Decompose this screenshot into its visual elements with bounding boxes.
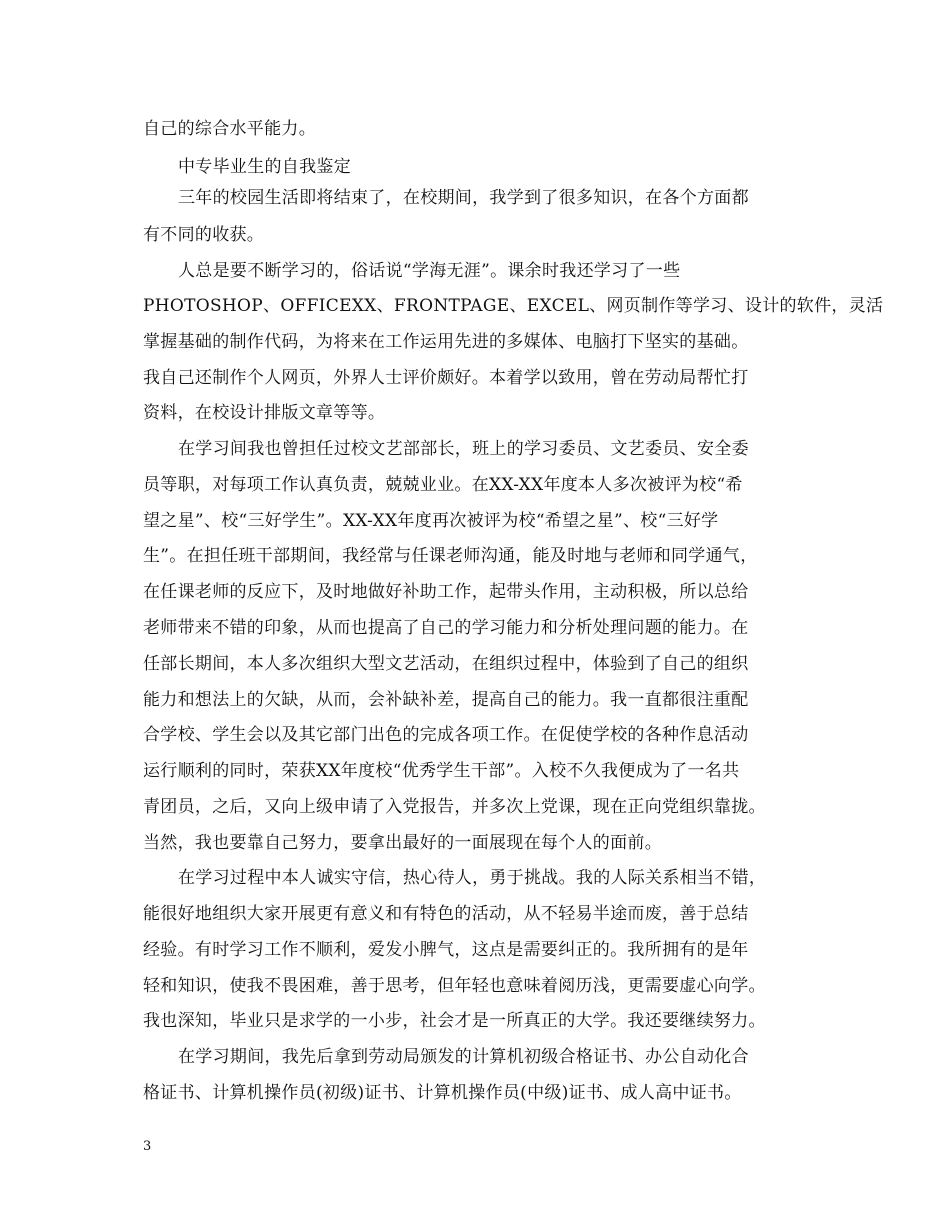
page-number: 3 [143,1139,152,1154]
text-line: 格证书、计算机操作员(初级)证书、计算机操作员(中级)证书、成人高中证书。 [143,1083,742,1103]
text-line: 有不同的收获。 [143,225,265,245]
text-line: 能很好地组织大家开展更有意义和有特色的活动，从不轻易半途而废，善于总结 [143,904,749,924]
text-line: 经验。有时学习工作不顺利，爱发小脾气，这点是需要纠正的。我所拥有的是年 [143,940,749,960]
text-line: 望之星”、校“三好学生”。XX-XX年度再次被评为校“希望之星”、校“三好学 [143,511,719,531]
text-line: 合学校、学生会以及其它部门出色的完成各项工作。在促使学校的各种作息活动 [143,725,749,745]
section-title: 中专毕业生的自我鉴定 [178,157,351,177]
text-line: PHOTOSHOP、OFFICEXX、FRONTPAGE、EXCEL、网页制作等学习、设计的软件，灵活 [143,296,884,316]
text-line: 在学习期间，我先后拿到劳动局颁发的计算机初级合格证书、办公自动化合 [178,1047,749,1067]
text-line: 在学习过程中本人诚实守信，热心待人，勇于挑战。我的人际关系相当不错， [178,868,767,888]
text-line: 轻和知识，使我不畏困难，善于思考，但年轻也意味着阅历浅，更需要虚心向学。 [143,976,766,996]
text-line: 能力和想法上的欠缺，从而，会补缺补差，提高自己的能力。我一直都很注重配 [143,690,749,710]
text-line: 当然，我也要靠自己努力，要拿出最好的一面展现在每个人的面前。 [143,833,662,853]
text-line: 生”。在担任班干部期间，我经常与任课老师沟通，能及时地与老师和同学通气， [143,546,758,566]
text-line: 运行顺利的同时，荣获XX年度校“优秀学生干部”。入校不久我便成为了一名共 [143,761,740,781]
text-line: 自己的综合水平能力。 [143,119,316,139]
text-line: 掌握基础的制作代码，为将来在工作运用先进的多媒体、电脑打下坚实的基础。 [143,332,749,352]
text-line: 员等职，对每项工作认真负责，兢兢业业。在XX-XX年度本人多次被评为校“希 [143,475,743,495]
text-line: 青团员，之后，又向上级申请了入党报告，并多次上党课，现在正向党组织靠拢。 [143,797,766,817]
text-line: 人总是要不断学习的，俗话说“学海无涯”。课余时我还学习了一些 [178,261,681,281]
text-line: 资料，在校设计排版文章等等。 [143,403,386,423]
text-line: 任部长期间，本人多次组织大型文艺活动，在组织过程中，体验到了自己的组织 [143,654,749,674]
text-line: 我自己还制作个人网页，外界人士评价颇好。本着学以致用，曾在劳动局帮忙打 [143,368,749,388]
text-line: 老师带来不错的印象，从而也提高了自己的学习能力和分析处理问题的能力。在 [143,618,749,638]
text-line: 在学习间我也曾担任过校文艺部部长，班上的学习委员、文艺委员、安全委 [178,439,749,459]
text-line: 三年的校园生活即将结束了，在校期间，我学到了很多知识，在各个方面都 [178,188,749,208]
text-line: 我也深知，毕业只是求学的一小步，社会才是一所真正的大学。我还要继续努力。 [143,1011,766,1031]
text-line: 在任课老师的反应下，及时地做好补助工作，起带头作用，主动积极，所以总给 [143,582,749,602]
